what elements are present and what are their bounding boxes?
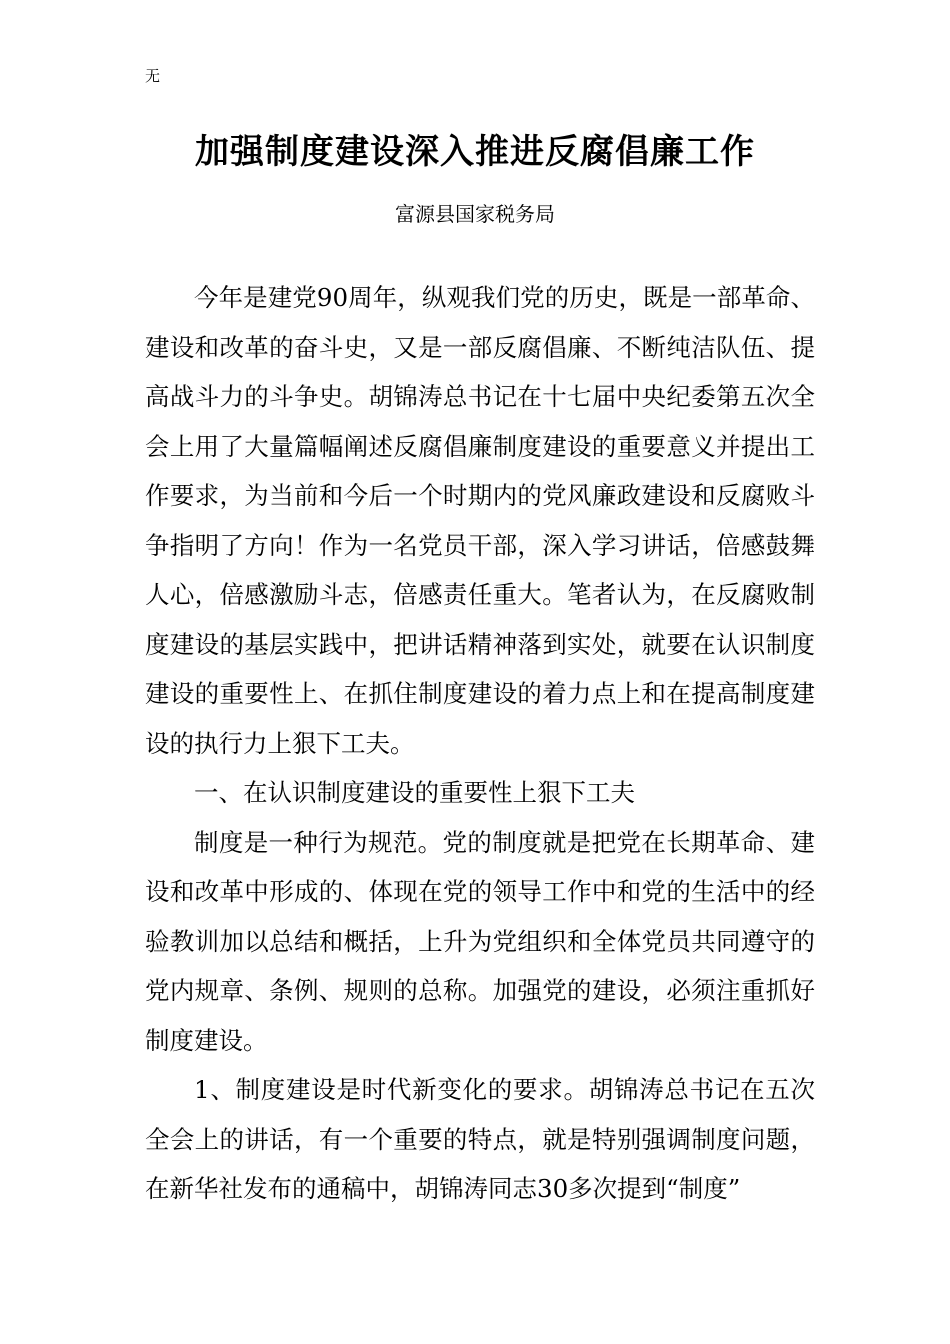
document-body <box>145 273 815 1214</box>
body-paragraph: 今年是建党90周年，纵观我们党的历史，既是一部革命、建设和改革的奋斗史，又是一部反腐倡廉、不断纯洁队伍、提高战斗力的斗争史。胡锦涛总书记在十七届中央纪委第五次全会上用了大量篇幅阐述反腐倡廉制度建设的重要意义并提出工作要求，为当前和今后一个时期内的党风廉政建设和反腐败斗争指明了方向！作为一名党员干部，深入学习讲话，倍感鼓舞人心，倍感激励斗志，倍感责任重大。笔者认为，在反腐败制度建设的基层实践中，把讲话精神落到实处，就要在认识制度建设的重要性上、在抓住制度建设的着力点上和在提高制度建设的执行力上狠下工夫。 <box>145 283 815 758</box>
document-author: 富源县国家税务局 <box>395 202 555 226</box>
body-paragraph: 制度是一种行为规范。党的制度就是把党在长期革命、建设和改革中形成的、体现在党的领导工作中和党的生活中的经验教训加以总结和概括，上升为党组织和全体党员共同遵守的党内规章、条例、规则的总称。加强党的建设，必须注重抓好制度建设。 <box>145 827 815 1055</box>
body-paragraph: 1、制度建设是时代新变化的要求。胡锦涛总书记在五次全会上的讲话，有一个重要的特点，就是特别强调制度问题，在新华社发布的通稿中，胡锦涛同志30多次提到“制度” <box>145 1075 815 1203</box>
section-heading: 一、在认识制度建设的重要性上狠下工夫 <box>194 778 635 807</box>
document-title: 加强制度建设深入推进反腐倡廉工作 <box>195 132 755 172</box>
header-mark: 无 <box>145 67 161 85</box>
